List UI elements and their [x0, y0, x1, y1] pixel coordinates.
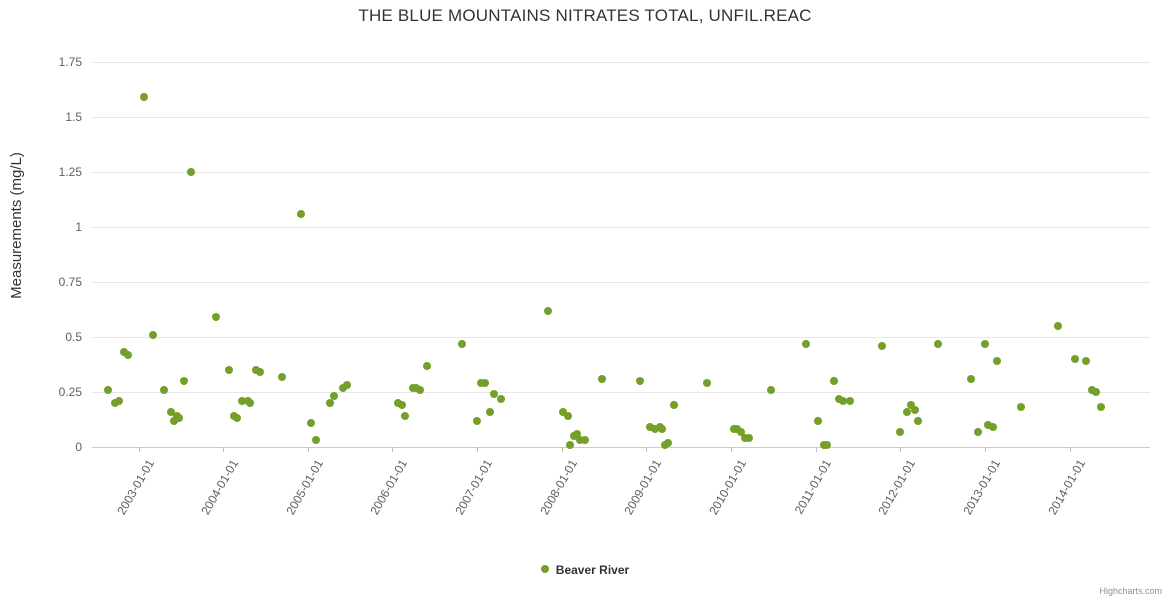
x-tick-label: 2003-01-01: [113, 457, 157, 518]
x-tick-label: 2011-01-01: [791, 457, 834, 517]
x-axis-line: [92, 447, 1150, 448]
x-tick-label: 2007-01-01: [452, 457, 496, 518]
data-point[interactable]: [278, 373, 286, 381]
gridline: [92, 117, 1150, 118]
data-point[interactable]: [486, 408, 494, 416]
gridline: [92, 227, 1150, 228]
y-tick-label: 0: [75, 440, 82, 454]
data-point[interactable]: [312, 436, 320, 444]
x-tick-mark: [392, 447, 393, 452]
data-point[interactable]: [581, 436, 589, 444]
data-point[interactable]: [823, 441, 831, 449]
data-point[interactable]: [636, 377, 644, 385]
y-tick-label: 1.5: [65, 110, 82, 124]
data-point[interactable]: [115, 397, 123, 405]
x-tick-label: 2013-01-01: [960, 457, 1004, 518]
y-axis-title-text: Measurements (mg/L): [7, 151, 25, 299]
data-point[interactable]: [124, 351, 132, 359]
credits-label[interactable]: Highcharts.com: [1099, 586, 1162, 596]
x-tick-mark: [1070, 447, 1071, 452]
x-tick-mark: [985, 447, 986, 452]
data-point[interactable]: [401, 412, 409, 420]
data-point[interactable]: [814, 417, 822, 425]
data-point[interactable]: [1054, 322, 1062, 330]
data-point[interactable]: [658, 425, 666, 433]
data-point[interactable]: [1082, 357, 1090, 365]
data-point[interactable]: [297, 210, 305, 218]
x-tick-mark: [139, 447, 140, 452]
data-point[interactable]: [802, 340, 810, 348]
data-point[interactable]: [1092, 388, 1100, 396]
y-axis-title: [4, 0, 28, 450]
y-tick-label: 1: [75, 220, 82, 234]
legend-marker-icon: [541, 565, 549, 573]
gridline: [92, 62, 1150, 63]
data-point[interactable]: [458, 340, 466, 348]
gridline: [92, 337, 1150, 338]
x-tick-mark: [900, 447, 901, 452]
data-point[interactable]: [974, 428, 982, 436]
data-point[interactable]: [670, 401, 678, 409]
data-point[interactable]: [187, 168, 195, 176]
y-tick-label: 1.25: [58, 165, 82, 179]
data-point[interactable]: [212, 313, 220, 321]
data-point[interactable]: [180, 377, 188, 385]
x-tick-mark: [731, 447, 732, 452]
data-point[interactable]: [256, 368, 264, 376]
data-point[interactable]: [911, 406, 919, 414]
data-point[interactable]: [989, 423, 997, 431]
data-point[interactable]: [564, 412, 572, 420]
data-point[interactable]: [233, 414, 241, 422]
data-point[interactable]: [330, 392, 338, 400]
data-point[interactable]: [846, 397, 854, 405]
x-tick-label: 2014-01-01: [1044, 457, 1088, 518]
x-tick-mark: [646, 447, 647, 452]
x-tick-label: 2009-01-01: [621, 457, 665, 518]
data-point[interactable]: [326, 399, 334, 407]
data-point[interactable]: [878, 342, 886, 350]
x-tick-mark: [308, 447, 309, 452]
x-tick-label: 2010-01-01: [706, 457, 750, 518]
data-point[interactable]: [481, 379, 489, 387]
data-point[interactable]: [993, 357, 1001, 365]
data-point[interactable]: [140, 93, 148, 101]
data-point[interactable]: [703, 379, 711, 387]
data-point[interactable]: [104, 386, 112, 394]
x-tick-label: 2012-01-01: [875, 457, 919, 518]
data-point[interactable]: [343, 381, 351, 389]
x-tick-label: 2006-01-01: [367, 457, 411, 518]
plot-area: [58, 40, 1150, 518]
data-point[interactable]: [175, 414, 183, 422]
data-point[interactable]: [149, 331, 157, 339]
x-tick-mark: [562, 447, 563, 452]
data-point[interactable]: [598, 375, 606, 383]
data-point[interactable]: [307, 419, 315, 427]
data-point[interactable]: [473, 417, 481, 425]
legend-item-beaver-river[interactable]: Beaver River: [555, 562, 630, 577]
data-point[interactable]: [830, 377, 838, 385]
gridline: [92, 282, 1150, 283]
y-tick-label: 0.5: [65, 330, 82, 344]
data-point[interactable]: [981, 340, 989, 348]
data-point[interactable]: [914, 417, 922, 425]
data-point[interactable]: [664, 439, 672, 447]
data-point[interactable]: [246, 399, 254, 407]
data-point[interactable]: [934, 340, 942, 348]
data-point[interactable]: [1097, 403, 1105, 411]
data-point[interactable]: [896, 428, 904, 436]
chart-title: THE BLUE MOUNTAINS NITRATES TOTAL, UNFIL.REAC: [358, 6, 812, 25]
data-point[interactable]: [967, 375, 975, 383]
chart-legend: [0, 562, 1170, 577]
data-point[interactable]: [544, 307, 552, 315]
y-tick-label: 1.75: [58, 55, 82, 69]
data-point[interactable]: [398, 401, 406, 409]
x-tick-label: 2008-01-01: [537, 457, 580, 518]
x-tick-mark: [816, 447, 817, 452]
data-point[interactable]: [1017, 403, 1025, 411]
data-point[interactable]: [767, 386, 775, 394]
x-tick-label: 2004-01-01: [198, 457, 242, 518]
x-tick-label: 2005-01-01: [283, 457, 326, 518]
y-tick-label: 0.25: [58, 385, 82, 399]
data-point[interactable]: [497, 395, 505, 403]
data-point[interactable]: [160, 386, 168, 394]
x-tick-mark: [223, 447, 224, 452]
data-point[interactable]: [1071, 355, 1079, 363]
y-tick-label: 0.75: [58, 275, 82, 289]
data-point[interactable]: [423, 362, 431, 370]
x-tick-mark: [477, 447, 478, 452]
data-point[interactable]: [745, 434, 753, 442]
gridline: [92, 392, 1150, 393]
gridline: [92, 172, 1150, 173]
data-point[interactable]: [566, 441, 574, 449]
data-point[interactable]: [225, 366, 233, 374]
